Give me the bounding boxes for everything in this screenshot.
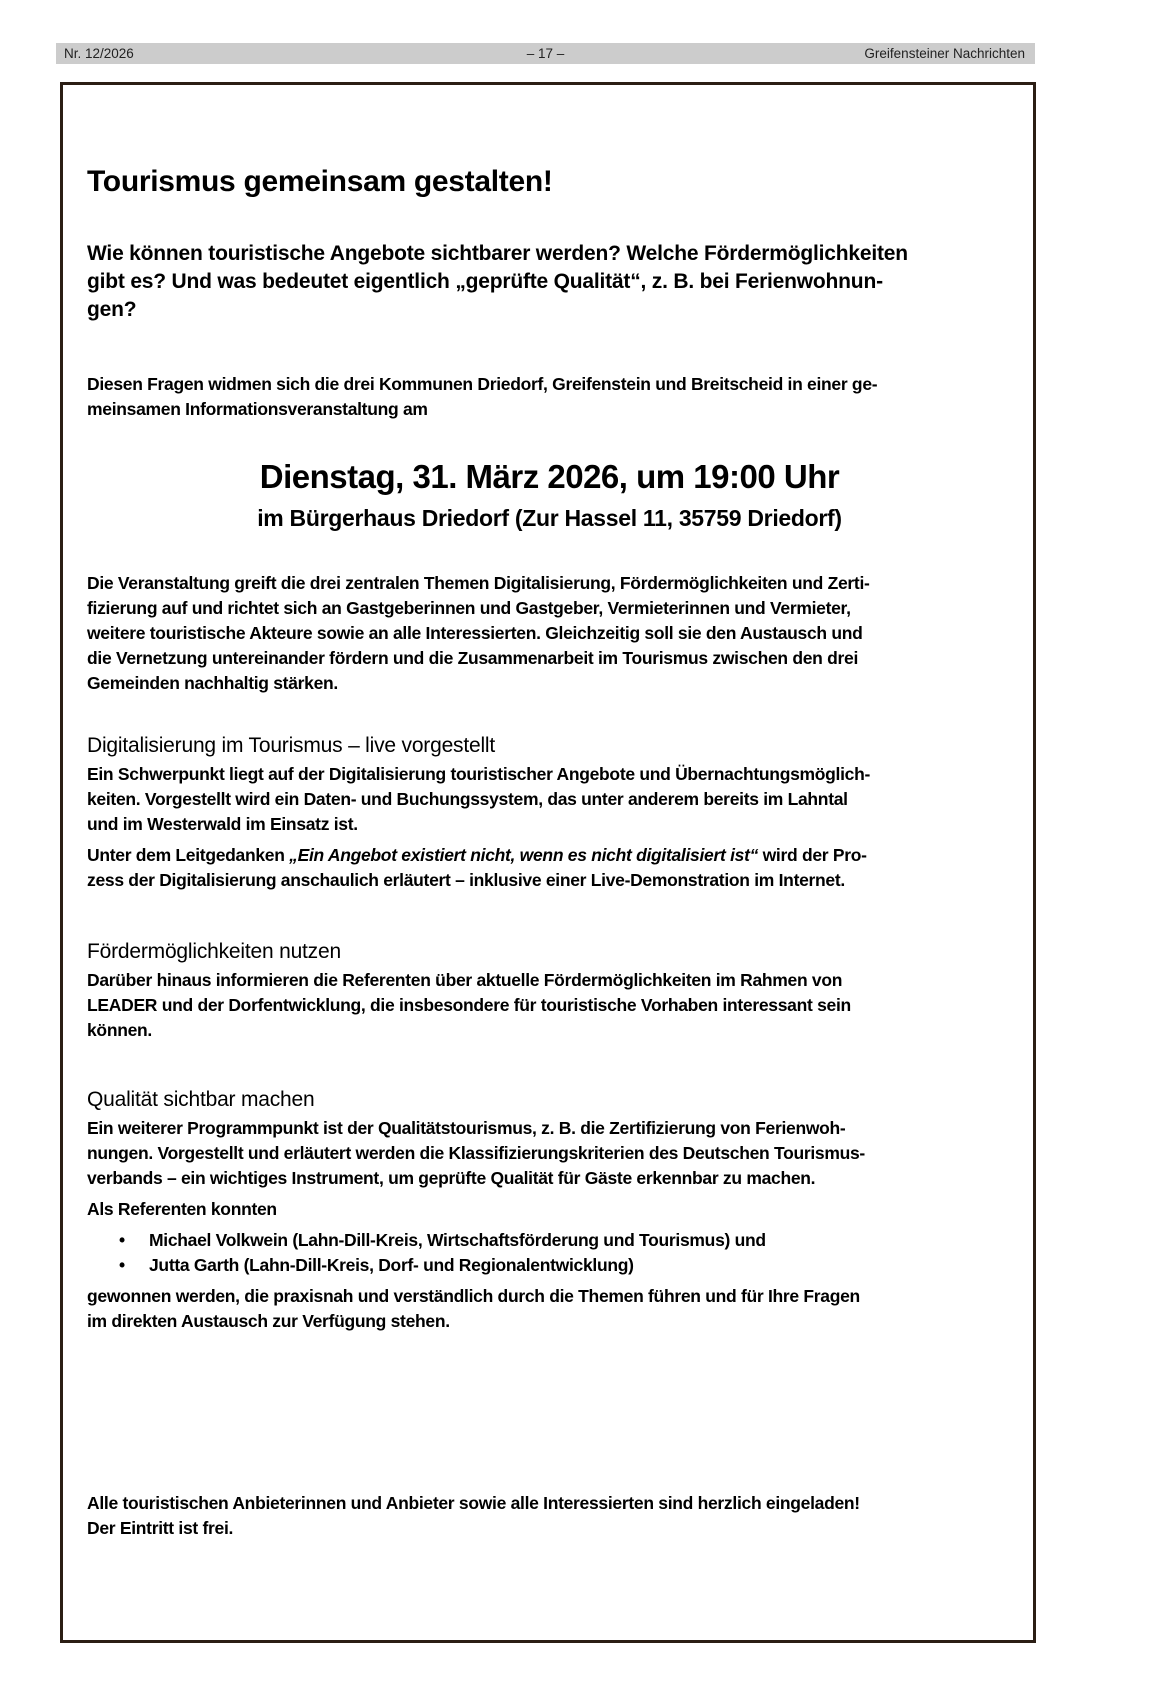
event-date: Dienstag, 31. März 2026, um 19:00 Uhr [259,458,840,495]
referent-item [87,1253,1012,1278]
closing-line: Alle touristischen Anbieterinnen und Anbieter sowie alle Interessierten sind herzlich eingeladen! [87,1493,860,1513]
paragraph-line: können. [87,1020,152,1040]
event-venue: im Bürgerhaus Driedorf (Zur Hassel 11, 35759 Driedorf) [257,505,842,531]
intro-line: Diesen Fragen widmen sich die drei Kommunen Driedorf, Greifenstein und Breitscheid in einer ge- [87,374,878,394]
publication-name: Greifensteiner Nachrichten [864,46,1025,61]
referents-intro: Als Referenten konnten [87,1199,277,1219]
text-run: Unter dem Leitgedanken [87,845,290,865]
overview-line: fizierung auf und richtet sich an Gastgeberinnen und Gastgeber, Vermieterinnen und Vermieter, [87,598,851,618]
referent-text: Michael Volkwein (Lahn-Dill-Kreis, Wirtschaftsförderung und Tourismus) und [149,1230,766,1250]
paragraph-line: Darüber hinaus informieren die Referenten über aktuelle Fördermöglichkeiten im Rahmen von [87,970,843,990]
paragraph-line: im direkten Austausch zur Verfügung stehen. [87,1311,450,1331]
paragraph-line: zess der Digitalisierung anschaulich erläutert – inklusive einer Live-Demonstration im Internet. [87,870,845,890]
section-foerdermoeglichkeiten [87,940,1012,1043]
lead-line: Wie können touristische Angebote sichtbarer werden? Welche Fördermöglichkeiten [87,242,908,265]
text-run: wird der Pro- [758,845,867,865]
closing-paragraph [87,1491,1012,1541]
motto-quote: „Ein Angebot existiert nicht, wenn es nicht digitalisiert ist“ [289,845,759,865]
section-heading: Digitalisierung im Tourismus – live vorgestellt [87,734,496,757]
overview-line: die Vernetzung untereinander fördern und die Zusammenarbeit im Tourismus zwischen den drei [87,648,859,668]
section-digitalisierung [87,734,1012,893]
paragraph-line: LEADER und der Dorfentwicklung, die insbesondere für touristische Vorhaben interessant sein [87,995,851,1015]
intro-line: meinsamen Informationsveranstaltung am [87,399,428,419]
intro-paragraph [87,372,1012,422]
section-paragraph [87,843,1012,893]
section-heading: Qualität sichtbar machen [87,1088,315,1111]
paragraph-line: gewonnen werden, die praxisnah und verständlich durch die Themen führen und für Ihre Fragen [87,1286,860,1306]
section-heading: Fördermöglichkeiten nutzen [87,940,341,963]
paragraph-line: und im Westerwald im Einsatz ist. [87,814,358,834]
paragraph-line: Ein weiterer Programmpunkt ist der Qualitätstourismus, z. B. die Zertifizierung von Ferienwoh- [87,1118,846,1138]
paragraph-line: keiten. Vorgestellt wird ein Daten- und Buchungssystem, das unter anderem bereits im Lahntal [87,789,848,809]
lead-line: gibt es? Und was bedeutet eigentlich „geprüfte Qualität“, z. B. bei Ferienwohnun- [87,270,883,293]
issue-number: Nr. 12/2026 [64,46,134,61]
section-paragraph [87,762,1012,837]
lead-questions [87,240,1012,324]
overview-paragraph [87,571,1012,696]
paragraph-line [87,843,1012,868]
overview-line: Gemeinden nachhaltig stärken. [87,673,338,693]
referent-item [87,1228,1012,1253]
section-qualitaet [87,1088,1012,1334]
lead-line: gen? [87,298,137,321]
bullet-icon: • [119,1255,125,1275]
paragraph-line: verbands – ein wichtiges Instrument, um geprüfte Qualität für Gäste erkennbar zu machen. [87,1168,816,1188]
closing-line: Der Eintritt ist frei. [87,1518,234,1538]
section-paragraph [87,1284,1012,1334]
overview-line: Die Veranstaltung greift die drei zentralen Themen Digitalisierung, Fördermöglichkeiten und Zerti- [87,573,870,593]
article-title: Tourismus gemeinsam gestalten! [87,165,553,198]
referents-list [87,1228,1012,1278]
referent-text: Jutta Garth (Lahn-Dill-Kreis, Dorf- und Regionalentwicklung) [149,1255,634,1275]
page-number: – 17 – [526,46,565,61]
bullet-icon: • [119,1230,125,1250]
paragraph-line: nungen. Vorgestellt und erläutert werden die Klassifizierungskriterien des Deutschen Tourismus- [87,1143,865,1163]
section-paragraph [87,968,1012,1043]
page-header-bar [56,43,1035,64]
overview-line: weitere touristische Akteure sowie an alle Interessierten. Gleichzeitig soll sie den Austausch und [87,623,863,643]
paragraph-line: Ein Schwerpunkt liegt auf der Digitalisierung touristischer Angebote und Übernachtungsmöglich- [87,764,871,784]
section-paragraph [87,1116,1012,1191]
